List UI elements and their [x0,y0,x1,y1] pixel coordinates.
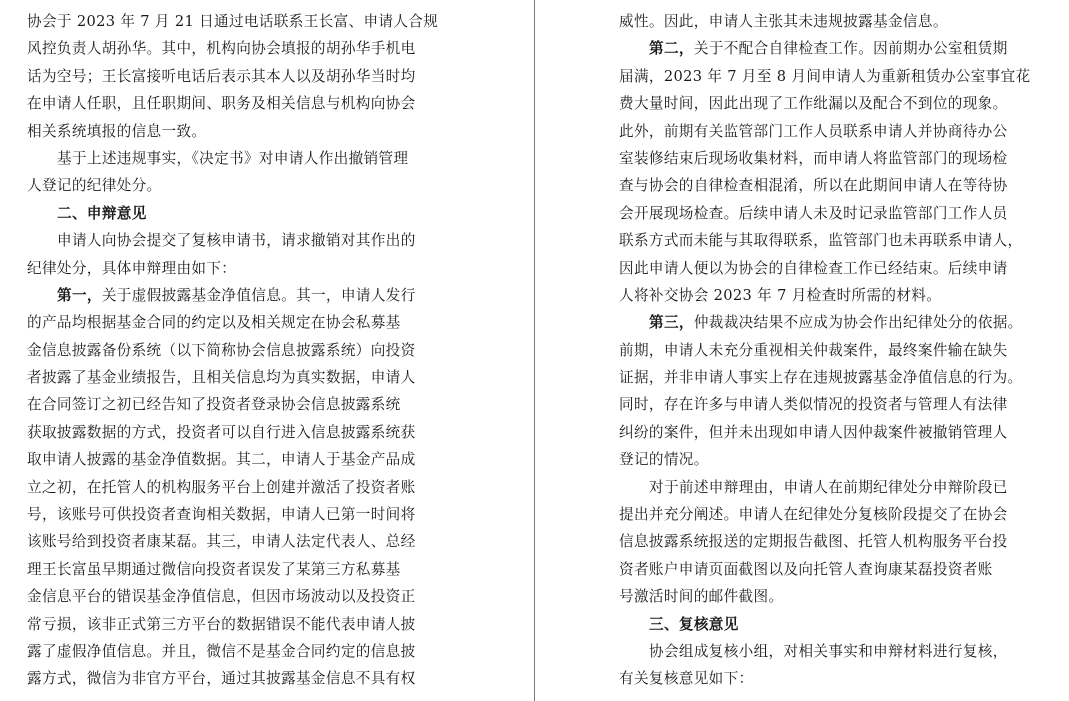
text-line: 纪律处分，具体申辩理由如下： [27,259,237,277]
left-page [0,0,534,701]
text-line: 协会组成复核小组，对相关事实和申辩材料进行复核， [649,642,1008,660]
point-two-text: 关于不配合自律检查工作。因前期办公室租赁期 [693,40,1008,58]
point-three-text: 仲裁裁决结果不应成为协会作出纪律处分的依据。 [693,314,1023,332]
section-heading-defense: 二、申辩意见 [57,204,147,222]
text-line: 露了虚假净值信息。并且，微信不是基金合同约定的信息披 [27,642,416,660]
text-line [27,282,504,309]
text-line: 金信息平台的错误基金净值信息，但因市场波动以及投资正 [27,588,416,606]
text-line: 者披露了基金业绩报告，且相关信息均为真实数据，申请人 [27,369,416,387]
point-one-text: 关于虚假披露基金净值信息。其一，申请人发行 [101,286,416,304]
text-line: 对于前述申辩理由，申请人在前期纪律处分申辩阶段已 [649,478,1008,496]
text-line: 纠纷的案件，但并未出现如申请人因仲裁案件被撤销管理人 [619,423,1008,441]
text-line: 届满，2023 年 7 月至 8 月间申请人为重新租赁办公室事宜花 [619,67,1031,85]
text-line: 人登记的纪律处分。 [27,177,162,195]
point-two-label: 第二， [649,40,694,58]
text-line: 资者账户申请页面截图以及向托管人查询康某磊投资者账 [619,560,993,578]
text-line: 提出并充分阐述。申请人在纪律处分复核阶段提交了在协会 [619,506,1008,524]
text-line: 获取披露数据的方式，投资者可以自行进入信息披露系统获 [27,423,416,441]
text-line: 信息披露系统报送的定期报告截图、托管人机构服务平台投 [619,533,1008,551]
text-line: 在合同签订之初已经告知了投资者登录协会信息披露系统 [27,396,401,414]
text-line: 立之初，在托管人的机构服务平台上创建并激活了投资者账 [27,478,416,496]
point-three-label: 第三， [649,314,694,332]
text-line: 人将补交协会 2023 年 7 月检查时所需的材料。 [619,286,942,304]
text-line: 露方式，微信为非官方平台，通过其披露基金信息不具有权 [27,670,416,688]
text-line: 金信息披露备份系统（以下简称协会信息披露系统）向投资 [27,341,416,359]
text-line: 基于上述违规事实，《决定书》对申请人作出撤销管理 [57,149,409,167]
text-line: 理王长富虽早期通过微信向投资者误发了某第三方私募基 [27,560,401,578]
text-line: 证据，并非申请人事实上存在违规披露基金净值信息的行为。 [619,369,1023,387]
text-line: 号激活时间的邮件截图。 [619,588,784,606]
text-line: 有关复核意见如下： [619,670,754,688]
text-line: 风控负责人胡孙华。其中，机构向协会填报的胡孙华手机电 [27,40,416,58]
text-line: 在申请人任职，且任职期间、职务及相关信息与机构向协会 [27,95,416,113]
text-line: 查与协会的自律检查相混淆，所以在此期间申请人在等待协 [619,177,1008,195]
text-line: 会开展现场检查。后续申请人未及时记录监管部门工作人员 [619,204,1008,222]
text-line: 的产品均根据基金合同的约定以及相关规定在协会私募基 [27,314,401,332]
text-line: 登记的情况。 [619,451,709,469]
text-line: 室装修结束后现场收集材料，而申请人将监管部门的现场检 [619,149,1008,167]
text-line [619,35,1051,62]
text-line [619,309,1051,336]
text-line: 因此申请人便以为协会的自律检查工作已经结束。后续申请 [619,259,1008,277]
text-line: 前期，申请人未充分重视相关仲裁案件，最终案件输在缺失 [619,341,1008,359]
point-one-label: 第一， [57,286,102,304]
section-heading-review: 三、复核意见 [649,615,739,633]
text-line: 费大量时间，因此出现了工作纰漏以及配合不到位的现象。 [619,95,1008,113]
text-line: 常亏损，该非正式第三方平台的数据错误不能代表申请人披 [27,615,416,633]
text-line: 申请人向协会提交了复核申请书，请求撤销对其作出的 [57,232,416,250]
text-line: 话为空号；王长富接听电话后表示其本人以及胡孙华当时均 [27,67,416,85]
text-line: 号，该账号可供投资者查询相关数据，申请人已第一时间将 [27,506,416,524]
text-line: 相关系统填报的信息一致。 [27,122,207,140]
text-line: 取申请人披露的基金净值数据。其二，申请人于基金产品成 [27,451,416,469]
right-page [535,0,1069,701]
text-line: 同时，存在许多与申请人类似情况的投资者与管理人有法律 [619,396,1008,414]
text-line: 协会于 2023 年 7 月 21 日通过电话联系王长富、申请人合规 [27,13,439,30]
text-line: 联系方式而未能与其取得联系，监管部门也未再联系申请人， [619,232,1023,250]
text-line: 此外，前期有关监管部门工作人员联系申请人并协商待办公 [619,122,1008,140]
text-line: 威性。因此，申请人主张其未违规披露基金信息。 [619,13,948,30]
text-line: 该账号给到投资者康某磊。其三，申请人法定代表人、总经 [27,533,416,551]
